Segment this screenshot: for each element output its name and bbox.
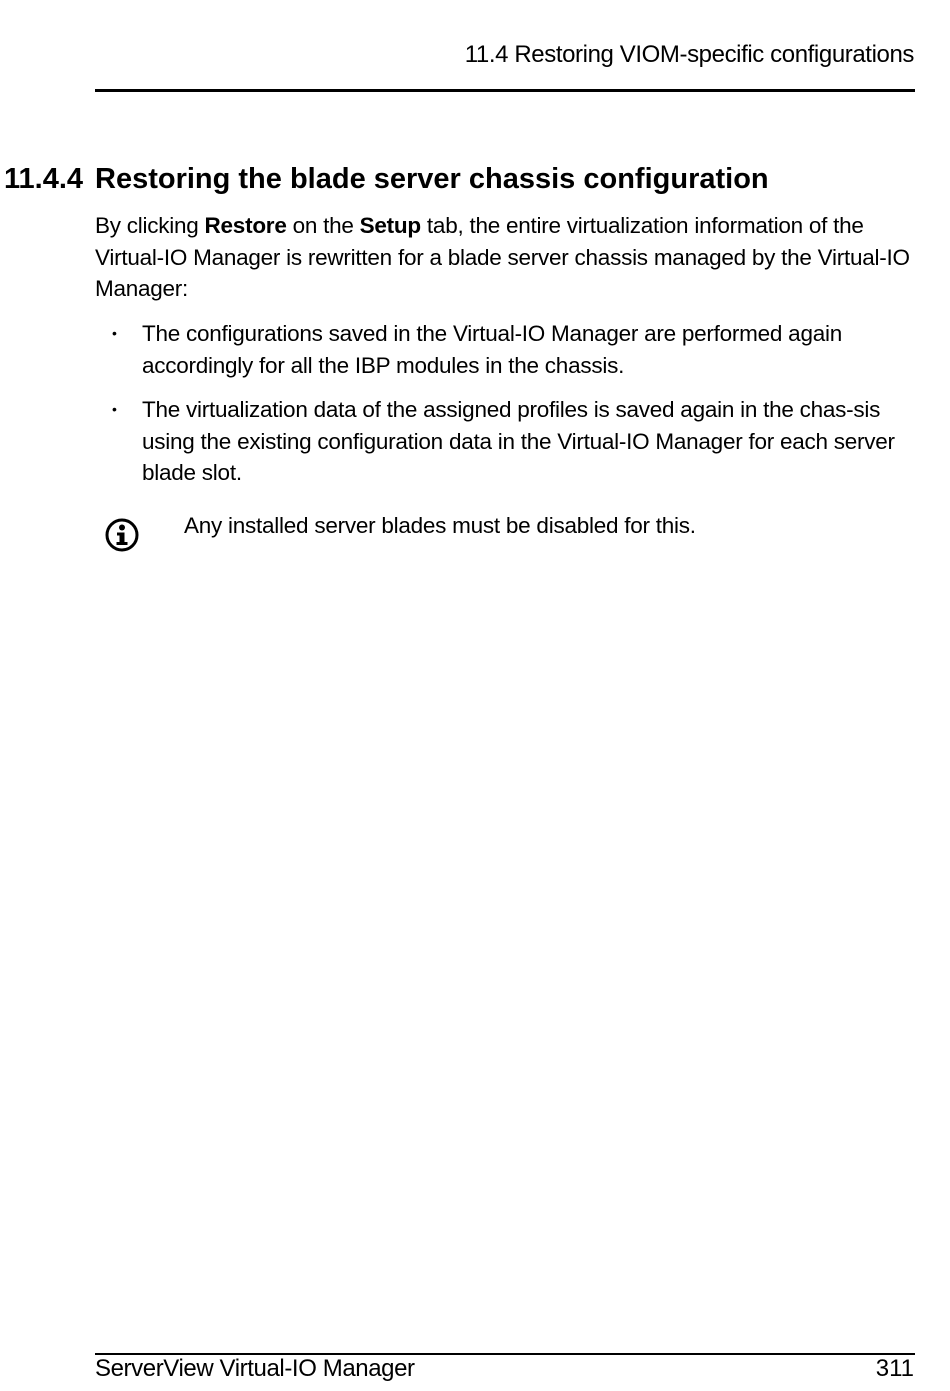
bullet-icon: • [112,401,117,417]
bullet-list [95,318,925,502]
page-number: 311 [875,1355,914,1382]
restore-label: Restore [204,213,287,238]
running-header: 11.4 Restoring VIOM-specific configurations [464,41,914,68]
header-rule [95,89,915,92]
intro-paragraph [95,210,925,305]
bullet-icon: • [112,325,117,341]
intro-text-2: on the [286,213,360,238]
list-item-text: The configurations saved in the Virtual-IO Manager are performed again accordingly for all the IBP modules in the chassis. [142,321,842,378]
info-icon [104,517,140,553]
section-number: 11.4.4 [4,163,84,195]
list-item [95,394,925,489]
list-item-text: The virtualization data of the assigned profiles is saved again in the chas-sis using the existing configuration data in the Virtual-IO Manager for each server blade slot. [142,397,895,485]
intro-text-1: By clicking [95,213,205,238]
list-item [95,318,925,381]
setup-tab-label: Setup [359,213,421,238]
section-title: Restoring the blade server chassis configuration [95,163,769,195]
footer-product-name: ServerView Virtual-IO Manager [95,1355,415,1382]
note-text: Any installed server blades must be disabled for this. [184,513,696,538]
intro-text-3: tab, the entire virtualization information of the Virtual-IO Manager is rewritten for a blade server chassis managed by the Virtual-IO Manager: [95,213,910,301]
